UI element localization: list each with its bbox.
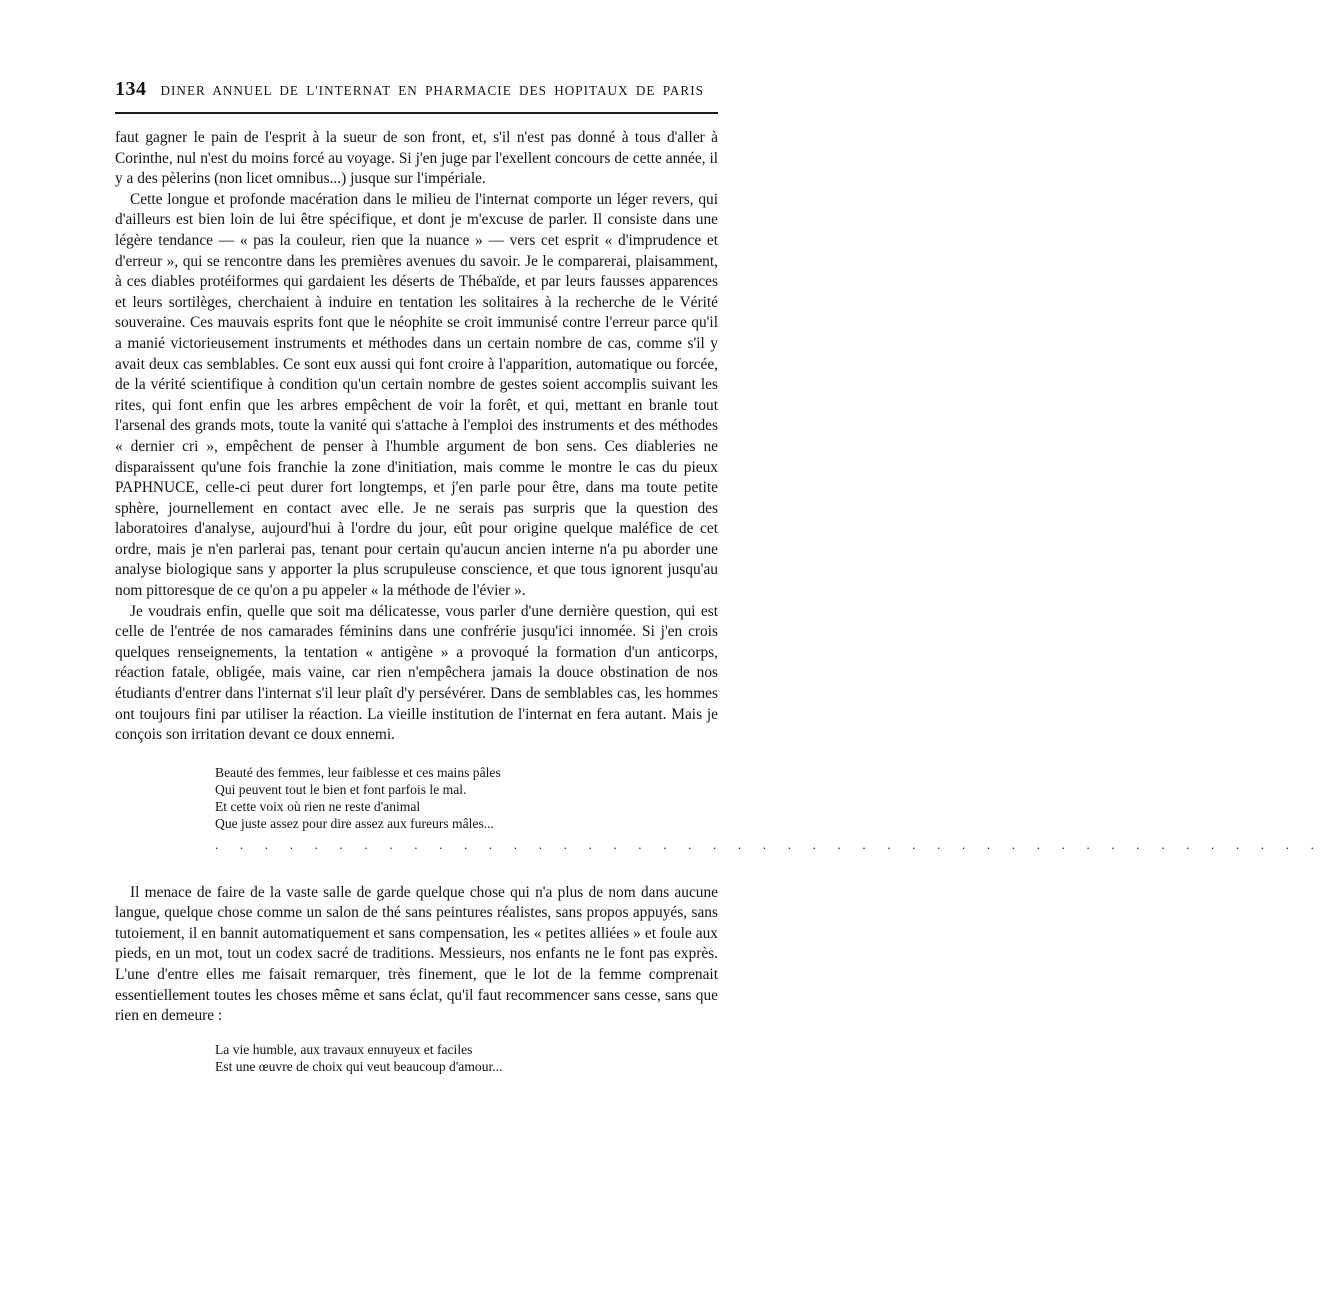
book-page [115, 78, 1323, 1076]
verse-line: Beauté des femmes, leur faiblesse et ces mains pâles [215, 764, 501, 780]
verse-line: Est une œuvre de choix qui veut beaucoup d'amour... [215, 1059, 503, 1075]
paragraph-question-feminine: Je voudrais enfin, quelle que soit ma délicatesse, vous parler d'une dernière question, qui est celle de l'entrée de nos camarades féminins dans une confrérie jusqu'ici innomée. Si j'en crois quelques renseignements, la tentation « antigène » a provoqué la formation d'un anticorps, réaction fatale, obligée, mais vaine, car rien n'empêchera jamais la douce obstination de nos étudiants d'entrer dans l'internat s'il leur plaît d'y persévérer. Dans de semblables cas, les hommes ont toujours fini par utiliser la réaction. La vieille institution de l'internat en fera autant. Mais je conçois son irritation devant ce doux ennemi. [115, 602, 718, 744]
verse-line: Et cette voix où rien ne reste d'animal [215, 799, 421, 815]
verse-quote-1 [215, 764, 718, 833]
paragraph-maceration: Cette longue et profonde macération dans le milieu de l'internat comporte un léger revers, qui d'ailleurs est bien loin de lui être spécifique, et dont je m'excuse de parler. Il consiste dans une légère tendance — « pas la couleur, rien que la nuance » — vers cet esprit « d'imprudence et d'erreur », qui se rencontre dans les premières avenues du savoir. Je le comparerai, plaisamment, à ces diables protéiformes qui gardaient les déserts de Thébaïde, et par leurs fausses apparences et leurs sortilèges, cherchaient à induire en tentation les solitaires à la recherche de le Vérité souveraine. Ces mauvais esprits font que le néophite se croit immunisé contre l'erreur parce qu'il a manié victorieusement instruments et méthodes dans un certain nombre de cas, comme s'il y avait deux cas semblables. Ce sont eux aussi qui font croire à l'apparition, automatique ou forcée, de la vérité scientifique à condition qu'un certain nombre de gestes soient accomplis suivant les rites, qui font enfin que les arbres empêchent de voir la forêt, et qui, mettant en branle tout l'arsenal des grands mots, toute la vanité qui s'attache à l'emploi des instruments et des méthodes « dernier cri », empêchent de penser à l'humble argument de bon sens. Ces diableries ne disparaissent qu'une fois franchie la zone d'initiation, mais comme le montre le cas du pieux PAPHNUCE, celle-ci peut durer fort longtemps, et j'en parle pour être, dans ma toute petite sphère, journellement en contact avec elle. Je ne serais pas surpris que la question des laboratoires d'analyse, aujourd'hui à l'ordre du jour, eût pour origine quelque maléfice de cet ordre, mais je n'en parlerai pas, tenant pour certain qu'aucun ancien interne n'a pu aborder une analyse biologique sans y apporter la plus scrupuleuse conscience, et que tous ignorent jusqu'au nom pittoresque de ce qu'on a pu appeler « la méthode de l'évier ». [115, 190, 718, 600]
page-number: 134 [115, 78, 147, 100]
section-gap [115, 853, 718, 883]
header-rule [115, 112, 718, 114]
verse-line: Que juste assez pour dire assez aux fureurs mâles... [215, 816, 494, 832]
verse-quote-2 [215, 1041, 718, 1076]
paragraph-continued: faut gagner le pain de l'esprit à la sueur de son front, et, s'il n'est pas donné à tous d'aller à Corinthe, nul n'est du moins forcé au voyage. Si j'en juge par l'exellent concours de cette année, il y a des pèlerins (non licet omnibus...) jusque sur l'impériale. [115, 129, 718, 188]
ellipsis-dots: . . . . . . . . . . . . . . . . . . . . . . . . . . . . . . . . . . . . . . . . . . . . . [215, 836, 1323, 852]
running-title: DINER ANNUEL DE L'INTERNAT EN PHARMACIE DES HOPITAUX DE PARIS [160, 83, 704, 98]
page-header [115, 78, 718, 104]
verse-line: Qui peuvent tout le bien et font parfois le mal. [215, 782, 467, 798]
paragraph-salle-de-garde: Il menace de faire de la vaste salle de garde quelque chose qui n'a plus de nom dans aucune langue, quelque chose comme un salon de thé sans peintures réalistes, sans propos appuyés, sans tutoiement, il en bannit automatiquement et sans compensation, les « petites alliées » et foule aux pieds, en un mot, tout un codex sacré de traditions. Messieurs, nos enfants ne le font pas exprès. L'une d'entre elles me faisait remarquer, très finement, que le lot de la femme comprenait essentiellement toutes les choses même et sans éclat, qu'il faut recommencer sans cesse, sans que rien en demeure : [115, 883, 718, 1025]
verse-line: La vie humble, aux travaux ennuyeux et faciles [215, 1041, 473, 1057]
